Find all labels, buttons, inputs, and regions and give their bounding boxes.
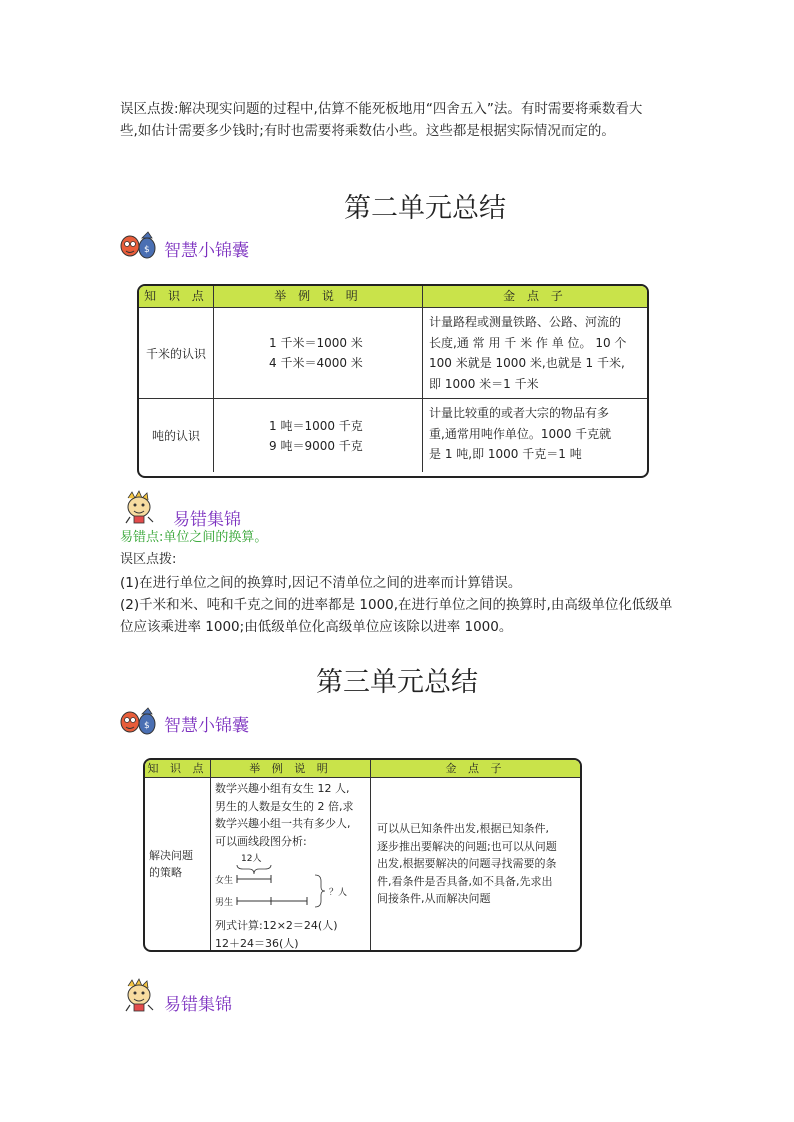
topic-line: 解决问题	[149, 849, 193, 862]
row-examples	[214, 398, 423, 472]
calc-line: 12＋24＝36(人)	[215, 936, 299, 950]
topic-line: 的策略	[149, 866, 182, 879]
row-examples	[214, 307, 423, 398]
table-header-row	[139, 286, 647, 307]
segment-lines	[211, 851, 371, 917]
tip-line: 100 米就是 1000 米,也就是 1 千米,	[429, 356, 625, 370]
row-tips	[371, 777, 580, 950]
tip-line: 即 1000 米＝1 千米	[429, 376, 539, 391]
tip-line: 重,通常用吨作单位。1000 千克就	[429, 426, 612, 441]
diagram-girls-label: 女生	[215, 876, 234, 886]
robot-money-bag-icon	[118, 702, 158, 736]
example-line: 数学兴趣小组一共有多少人,	[215, 817, 351, 830]
calc-lines	[215, 917, 338, 952]
header-tip: 金 点 子	[503, 289, 567, 303]
row-topic: 吨的认识	[139, 398, 214, 472]
example-line: 数学兴趣小组有女生 12 人,	[215, 782, 350, 795]
top-paragraph-line1: 误区点拨:解决现实问题的过程中,估算不能死板地用“四舍五入”法。有时需要将乘数看大	[120, 101, 643, 117]
unit3-knowledge-table	[143, 758, 582, 952]
table-row	[139, 307, 647, 398]
diagram-boys-label: 男生	[215, 898, 234, 908]
unit3-title: 第三单元总结	[316, 667, 478, 698]
header-example: 举 例 说 明	[211, 760, 371, 777]
calc-line: 列式计算:12×2＝24(人)	[215, 919, 338, 932]
cartoon-boy-icon	[120, 490, 160, 524]
top-paragraph	[120, 98, 642, 142]
tip-line: 长度,通 常 用 千 米 作 单 位。 10 个	[429, 335, 627, 350]
row-tips	[423, 307, 647, 398]
unit2-knowledge-table	[137, 284, 649, 478]
tip-line: 逐步推出要解决的问题;也可以从问题	[377, 839, 557, 853]
diagram-top-label: 12人	[241, 854, 262, 864]
tip-line: 间接条件,从而解决问题	[377, 892, 491, 906]
unit2-mistake-2a: (2)千米和米、吨和千克之间的进率都是 1000,在进行单位之间的换算时,由高级单位化低级单	[120, 597, 673, 613]
example-line: 可以画线段图分析:	[215, 834, 307, 848]
robot-money-bag-icon	[118, 226, 158, 260]
example-line: 9 吨＝9000 千克	[269, 438, 363, 453]
header-topic: 知 识 点	[139, 286, 214, 307]
svg-text:$: $	[144, 245, 150, 255]
header-example: 举 例 说 明	[214, 286, 423, 307]
unit3-wisdom-label: 智慧小锦囊	[164, 716, 249, 736]
tip-line: 件,看条件是否具备,如不具备,先求出	[377, 874, 553, 888]
table-row	[145, 777, 580, 950]
unit2-mistake-point: 易错点:单位之间的换算。	[120, 530, 268, 545]
unit2-mistake-hint: 误区点拨:	[120, 552, 177, 567]
example-line: 1 千米＝1000 米	[269, 336, 363, 350]
unit2-title: 第二单元总结	[344, 193, 506, 224]
header-topic: 知 识 点	[145, 760, 211, 777]
tip-line: 是 1 吨,即 1000 千克＝1 吨	[429, 447, 582, 461]
unit2-mistake-1: (1)在进行单位之间的换算时,因记不清单位之间的进率而计算错误。	[120, 575, 522, 591]
tip-line: 计量路程或测量铁路、公路、河流的	[429, 315, 622, 329]
svg-text:$: $	[144, 721, 150, 731]
tip-line: 计量比较重的或者大宗的物品有多	[429, 406, 610, 420]
example-line: 4 千米＝4000 米	[269, 356, 363, 370]
row-topic	[145, 777, 211, 950]
unit2-mistake-2b: 位应该乘进率 1000;由低级单位化高级单位应该除以进率 1000。	[120, 619, 513, 635]
table-header-row	[145, 760, 580, 777]
row-examples	[211, 777, 371, 950]
unit2-mistake-label: 易错集锦	[173, 510, 241, 530]
diagram-total-label: ？人	[329, 888, 348, 898]
table-row	[139, 398, 647, 472]
tip-line: 出发,根据要解决的问题寻找需要的条	[377, 857, 557, 871]
example-line: 男生的人数是女生的 2 倍,求	[215, 799, 354, 813]
cartoon-boy-icon	[120, 978, 160, 1012]
unit3-mistake-label: 易错集锦	[164, 995, 232, 1015]
header-tip: 金 点 子	[445, 762, 506, 775]
row-tips	[423, 398, 647, 472]
tip-line: 可以从已知条件出发,根据已知条件,	[377, 822, 549, 836]
segment-diagram	[211, 851, 371, 917]
unit2-wisdom-label: 智慧小锦囊	[164, 241, 249, 261]
row-topic: 千米的认识	[139, 307, 214, 398]
example-line: 1 吨＝1000 千克	[269, 418, 363, 433]
top-paragraph-line2: 些,如估计需要多少钱时;有时也需要将乘数估小些。这些都是根据实际情况而定的。	[120, 123, 615, 139]
